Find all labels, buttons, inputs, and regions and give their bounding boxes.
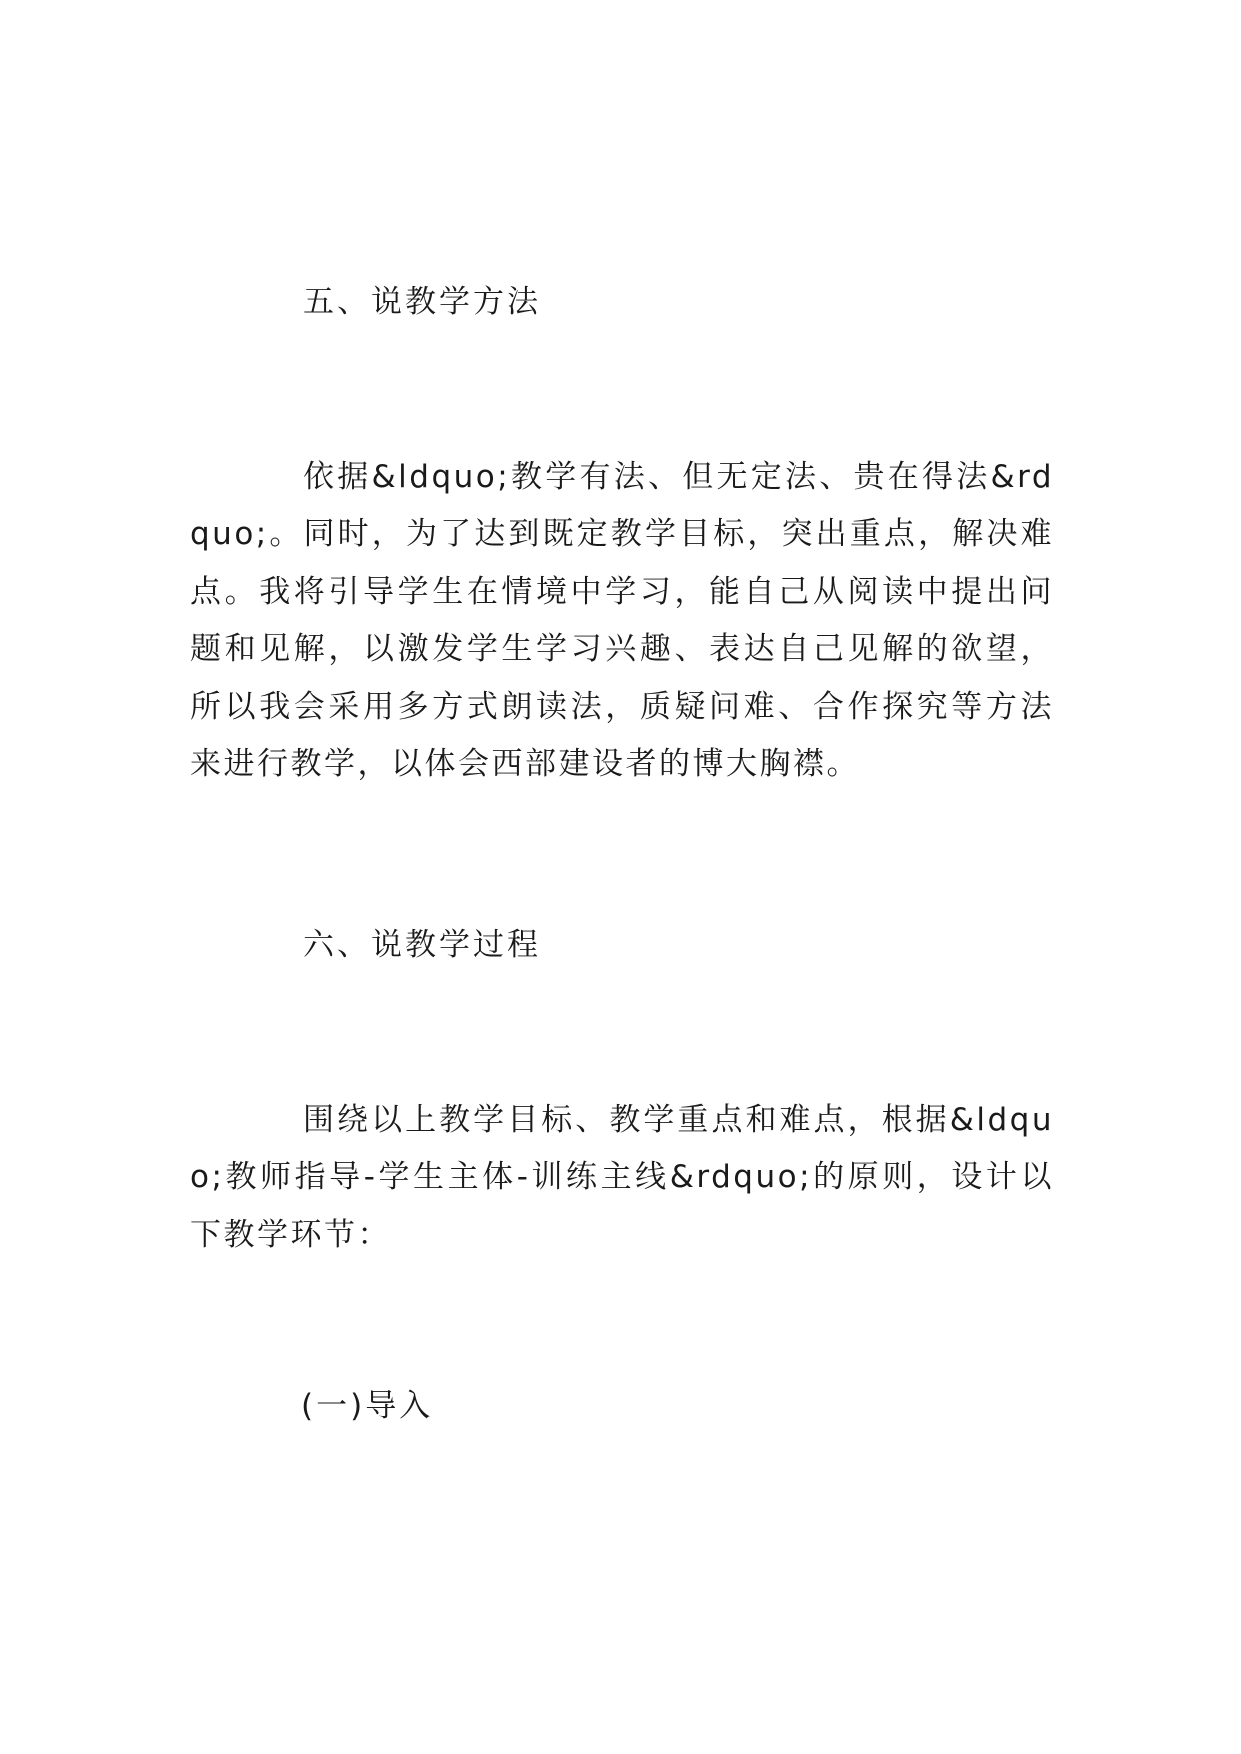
paragraph-teaching-methods: 依据&ldquo;教学有法、但无定法、贵在得法&rdquo;。同时，为了达到既定教学目标，突出重点，解决难点。我将引导学生在情境中学习，能自己从阅读中提出问题和见解，以激发学生学习兴趣、表达自己见解的欲望，所以我会采用多方式朗读法，质疑问难、合作探究等方法来进行教学，以体会西部建设者的博大胸襟。 xyxy=(190,459,1054,783)
subheading-introduction: (一)导入 xyxy=(301,1388,434,1424)
section-heading-teaching-process: 六、说教学过程 xyxy=(303,927,541,963)
paragraph-teaching-process: 围绕以上教学目标、教学重点和难点，根据&ldquo;教师指导-学生主体-训练主线&rdquo;的原则，设计以下教学环节： xyxy=(190,1102,1054,1253)
section-heading-teaching-methods: 五、说教学方法 xyxy=(303,284,541,320)
